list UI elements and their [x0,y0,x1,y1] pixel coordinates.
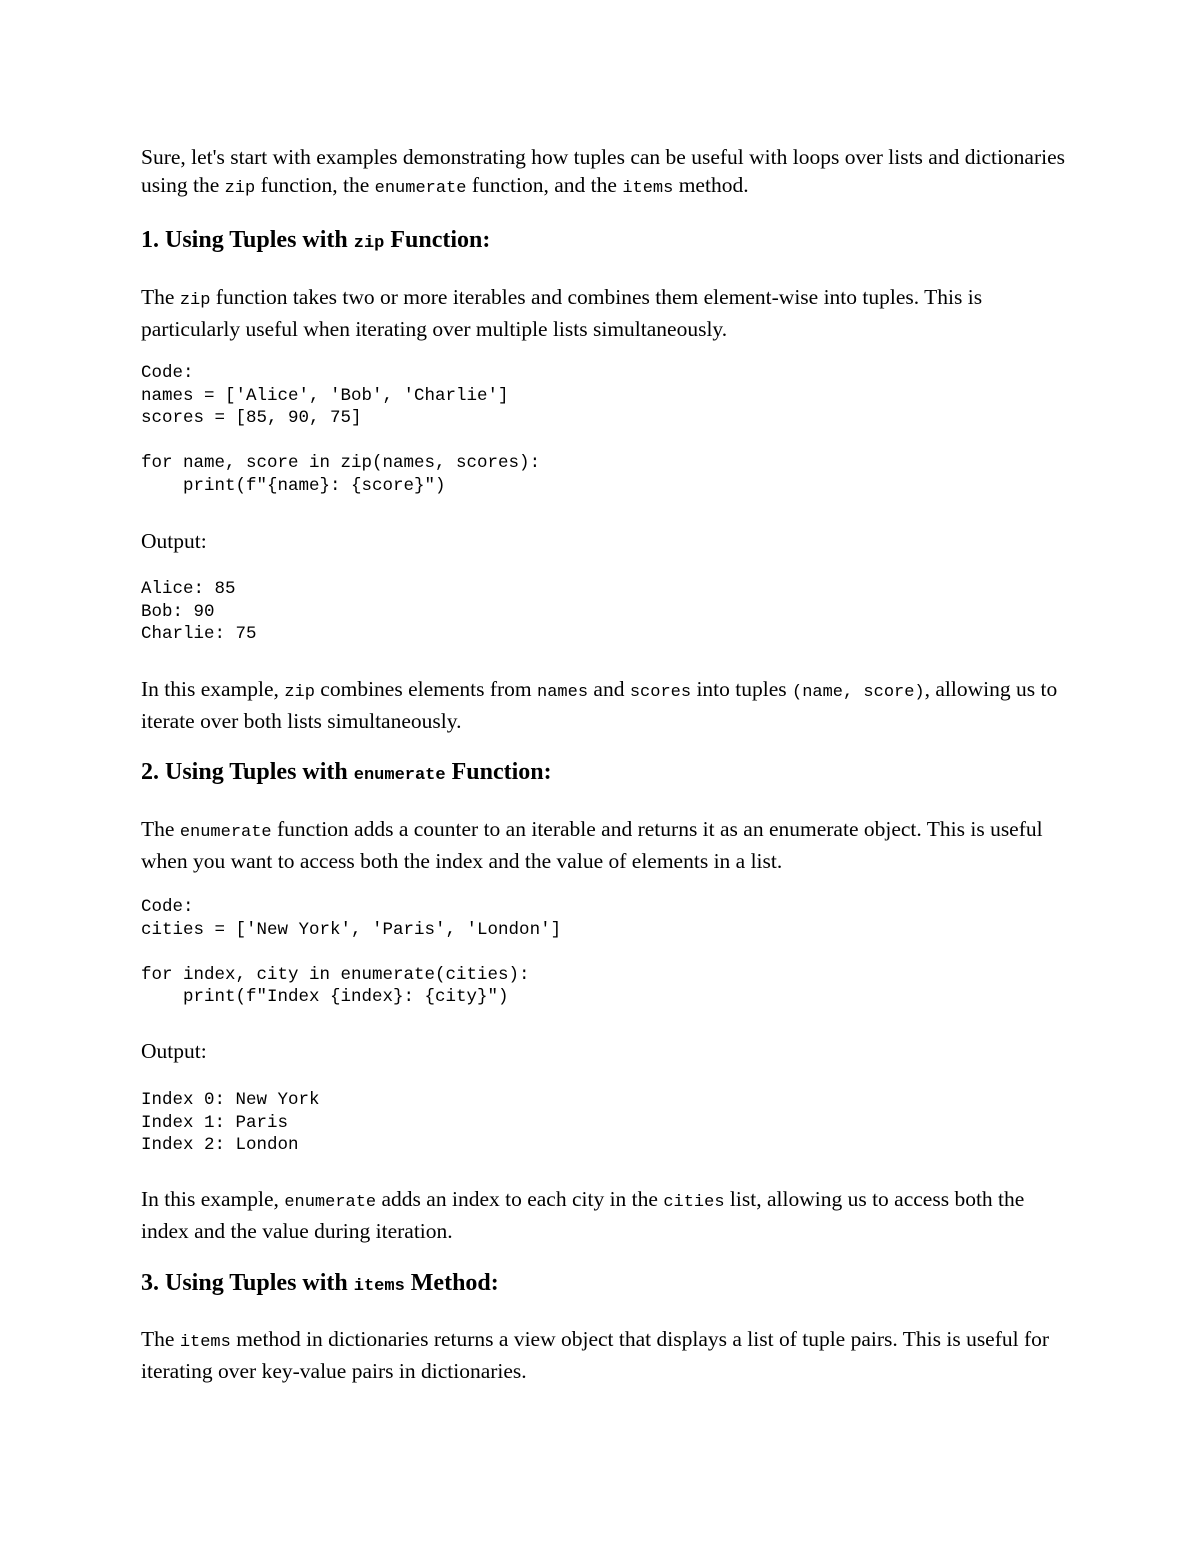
code-line [141,430,540,453]
code-line: names = ['Alice', 'Bob', 'Charlie'] [141,385,509,406]
section1-code-block [141,362,540,497]
code-line [141,941,561,964]
code-line: for index, city in enumerate(cities): [141,964,530,985]
explanation-text: In this example, [141,1187,285,1211]
inline-code: enumerate [284,1193,377,1212]
intro-text: function, and the [466,173,623,197]
heading-code: items [353,1277,405,1296]
heading-code: zip [353,234,385,253]
output-line: Alice: 85 [141,579,236,599]
section2-code-block [141,896,561,1009]
code-line: print(f"Index {index}: {city}") [141,987,509,1007]
inline-code: cities [663,1193,725,1212]
section1-explanation [141,675,1071,735]
heading-text: Function: [384,227,491,253]
inline-code: items [622,179,674,198]
code-line: scores = [85, 90, 75] [141,408,362,428]
section1-description [141,283,1071,343]
section2-output-label: Output: [141,1039,207,1063]
section3-heading [141,1268,499,1302]
output-line: Charlie: 75 [141,624,257,644]
heading-text: 3. Using Tuples with [141,1270,354,1296]
inline-code: names [537,683,589,702]
code-line: for name, score in zip(names, scores): [141,453,541,473]
section1-heading [141,225,490,259]
output-line: Bob: 90 [141,601,215,622]
intro-paragraph [141,143,1071,203]
desc-text: The [141,285,180,309]
desc-text: The [141,817,180,841]
inline-code: enumerate [179,823,272,842]
explanation-text: , allowing us to iterate over both lists simultaneously. [141,677,1058,733]
intro-text: method. [673,173,749,197]
section2-description [141,815,1071,875]
intro-text: Sure, let's start with examples demonstrating how tuples can be useful with loops over lists and dictionaries using the [141,145,1066,197]
desc-text: function adds a counter to an iterable and returns it as an enumerate object. This is useful when you want to access both the index and the value of elements in a list. [141,817,1043,873]
explanation-text: and [588,677,630,701]
explanation-text: In this example, [141,677,285,701]
explanation-text: list, allowing us to access both the index and the value during iteration. [141,1187,1025,1243]
explanation-text: into tuples [691,677,792,701]
code-line: Code: [141,897,194,917]
section2-heading [141,757,552,791]
desc-text: The [141,1327,180,1351]
code-line: cities = ['New York', 'Paris', 'London'] [141,919,562,940]
inline-code: enumerate [374,179,467,198]
section3-description [141,1325,1071,1385]
desc-text: method in dictionaries returns a view object that displays a list of tuple pairs. This is useful for iterating over key-value pairs in dictionaries. [141,1327,1050,1383]
output-line: Index 1: Paris [141,1112,289,1133]
heading-text: Method: [404,1270,499,1296]
inline-code: items [179,1333,231,1352]
inline-code: zip [179,291,211,310]
desc-text: function takes two or more iterables and combines them element-wise into tuples. This is particularly useful when iterating over multiple lists simultaneously. [141,285,983,341]
inline-code: zip [284,683,315,702]
heading-text: Function: [445,759,552,785]
inline-code: scores [629,683,692,702]
output-line: Index 0: New York [141,1090,320,1110]
output-line: Index 2: London [141,1135,299,1155]
explanation-text: adds an index to each city in the [376,1187,664,1211]
intro-text: function, the [255,173,375,197]
section1-output-label: Output: [141,529,207,553]
code-line: print(f"{name}: {score}") [141,475,446,496]
inline-code: (name, score) [792,683,925,702]
section2-explanation [141,1185,1071,1245]
section1-output-block [141,578,257,646]
heading-text: 2. Using Tuples with [141,759,354,785]
section2-output-block [141,1089,320,1157]
heading-code: enumerate [353,766,446,785]
code-line: Code: [141,363,194,383]
explanation-text: combines elements from [314,677,538,701]
inline-code: zip [224,179,256,198]
heading-text: 1. Using Tuples with [141,227,354,253]
